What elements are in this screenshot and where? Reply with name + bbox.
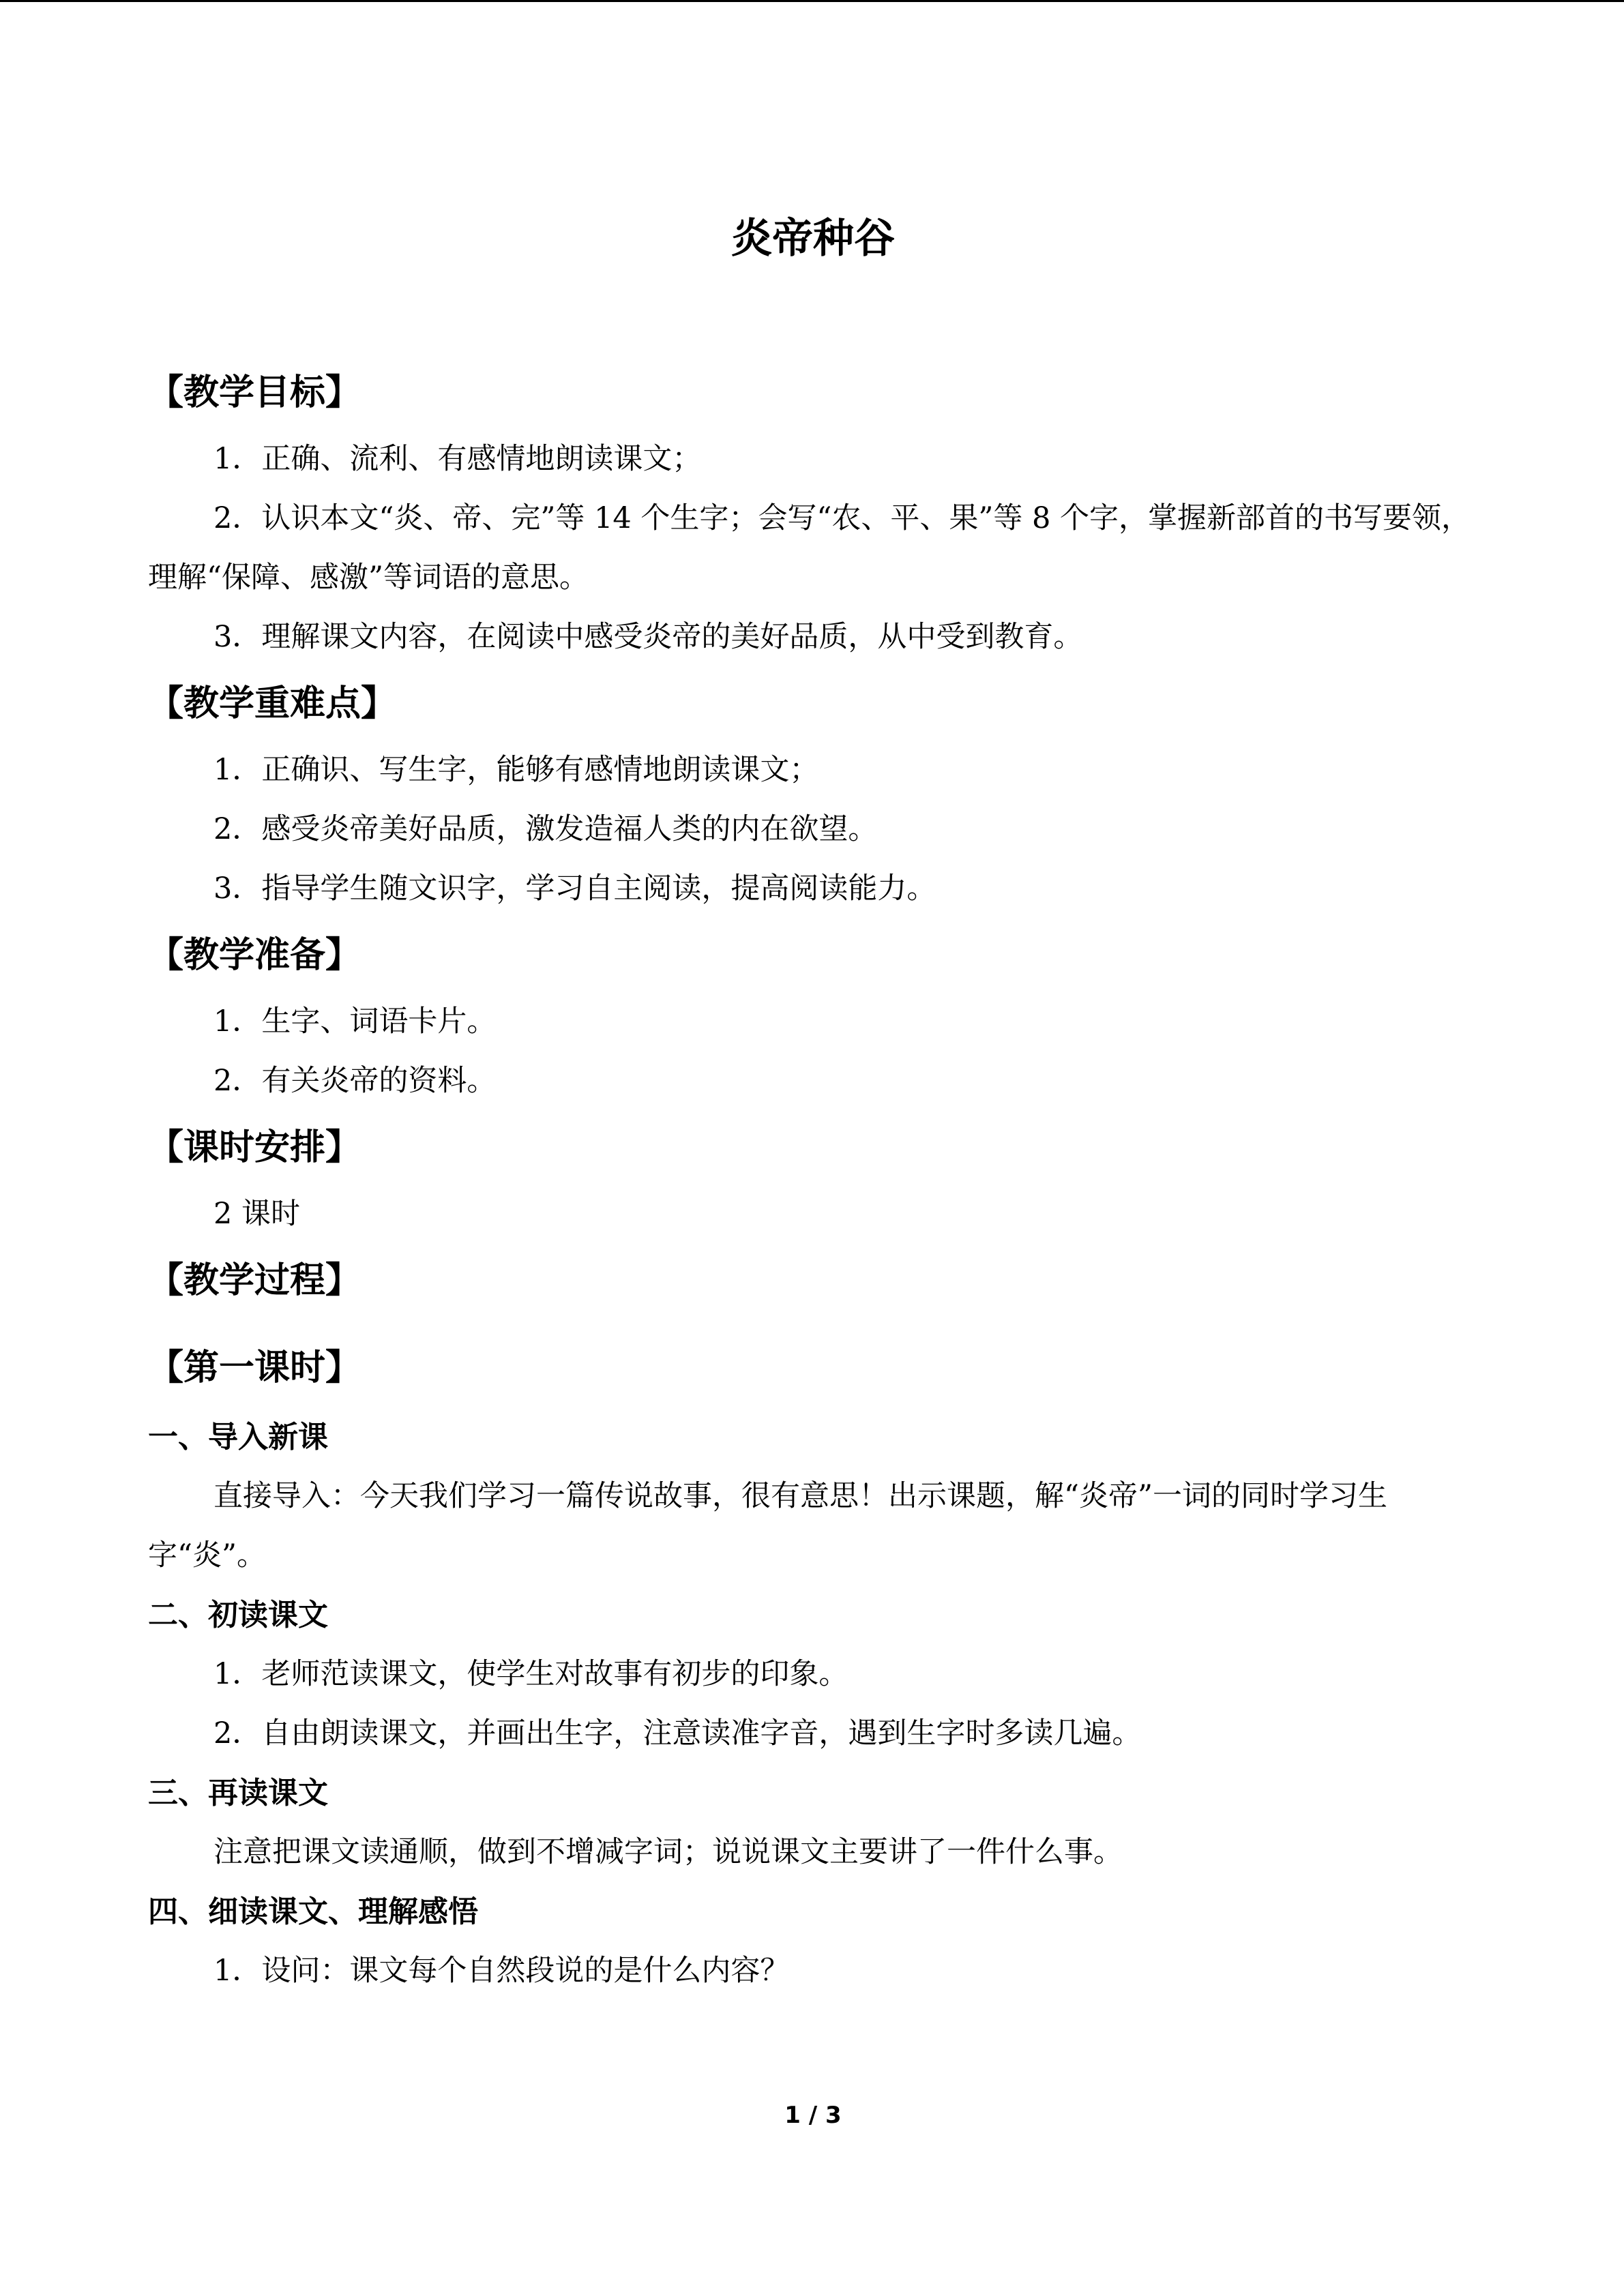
- objective-item: 3．理解课文内容，在阅读中感受炎帝的美好品质，从中受到教育。: [213, 620, 1083, 654]
- section-heading-preparation: 【教学准备】: [148, 935, 361, 976]
- part-heading: 二、初读课文: [148, 1598, 328, 1632]
- part-item: 1．老师范读课文，使学生对故事有初步的印象。: [213, 1657, 848, 1691]
- part-item: 2．自由朗读课文，并画出生字，注意读准字音，遇到生字时多读几遍。: [213, 1716, 1142, 1750]
- section-heading-lesson1: 【第一课时】: [148, 1347, 361, 1388]
- section-heading-process: 【教学过程】: [148, 1260, 361, 1301]
- page-title: 炎帝种谷: [731, 215, 895, 263]
- key-point-item: 2．感受炎帝美好品质，激发造福人类的内在欲望。: [213, 812, 878, 846]
- objective-item: 2．认识本文“炎、帝、完”等 14 个生字；会写“农、平、果”等 8 个字，掌握新部首的书写要领，理解“保障、感激”等词语的意思。: [148, 501, 1471, 595]
- key-point-item: 1．正确识、写生字，能够有感情地朗读课文；: [213, 753, 819, 787]
- preparation-item: 1．生字、词语卡片。: [213, 1004, 497, 1039]
- part-item: 1．设问：课文每个自然段说的是什么内容？: [213, 1954, 790, 1988]
- section-heading-objectives: 【教学目标】: [148, 372, 361, 413]
- part-item: 直接导入：今天我们学习一篇传说故事，很有意思！出示课题，解“炎帝”一词的同时学习生字“炎”。: [148, 1479, 1387, 1572]
- document-body: [148, 368, 1478, 2001]
- section-heading-schedule: 【课时安排】: [148, 1127, 361, 1168]
- part-item: 注意把课文读通顺，做到不增减字词；说说课文主要讲了一件什么事。: [213, 1835, 1123, 1869]
- page-number: 1 / 3: [784, 2102, 842, 2129]
- part-heading: 三、再读课文: [148, 1776, 328, 1810]
- part-heading: 一、导入新课: [148, 1420, 328, 1455]
- objective-item: 1．正确、流利、有感情地朗读课文；: [213, 442, 702, 476]
- preparation-item: 2．有关炎帝的资料。: [213, 1064, 497, 1098]
- document-page: [148, 0, 1478, 2296]
- part-heading: 四、细读课文、理解感悟: [148, 1894, 478, 1929]
- section-heading-key-points: 【教学重难点】: [148, 683, 397, 724]
- schedule-item: 2 课时: [213, 1197, 301, 1231]
- key-point-item: 3．指导学生随文识字，学习自主阅读，提高阅读能力。: [213, 871, 936, 906]
